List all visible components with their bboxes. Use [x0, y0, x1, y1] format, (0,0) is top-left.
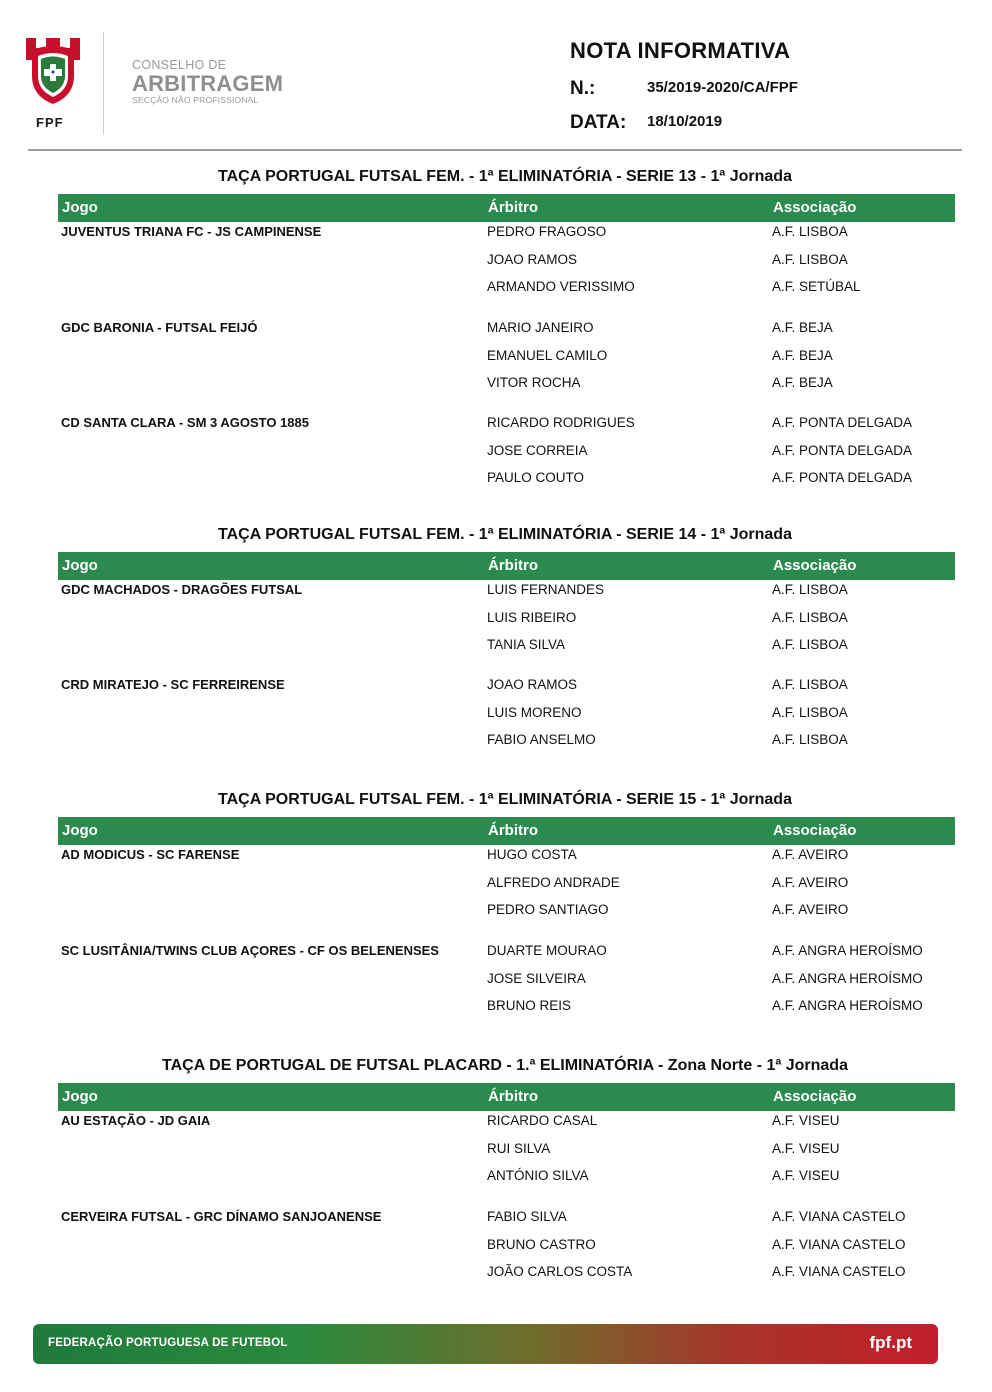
association-name: A.F. BEJA	[772, 348, 833, 363]
game-name: AD MODICUS - SC FARENSE	[61, 847, 240, 862]
header-rule	[28, 149, 962, 151]
association-name: A.F. LISBOA	[772, 732, 848, 747]
association-name: A.F. ANGRA HEROÍSMO	[772, 943, 923, 958]
referee-name: PAULO COUTO	[487, 470, 585, 485]
column-header-game: Jogo	[62, 199, 98, 216]
referee-name: LUIS FERNANDES	[487, 582, 605, 597]
association-name: A.F. LISBOA	[772, 610, 848, 625]
fpf-logo-text: FPF	[36, 115, 64, 130]
game-name: GDC MACHADOS - DRAGÕES FUTSAL	[61, 582, 303, 597]
game-name: CERVEIRA FUTSAL - GRC DÍNAMO SANJOANENSE	[61, 1209, 382, 1224]
column-header-association: Associação	[773, 557, 857, 574]
section-title: TAÇA PORTUGAL FUTSAL FEM. - 1ª ELIMINATÓRIA - SERIE 13 - 1ª Jornada	[218, 168, 792, 185]
association-name: A.F. SETÚBAL	[772, 279, 861, 294]
referee-name: ANTÓNIO SILVA	[487, 1168, 589, 1183]
game-name: JUVENTUS TRIANA FC - JS CAMPINENSE	[61, 224, 322, 239]
referee-name: TANIA SILVA	[487, 637, 566, 652]
referee-name: JOAO RAMOS	[487, 252, 578, 267]
game-name: AU ESTAÇÃO - JD GAIA	[61, 1113, 211, 1128]
referee-name: PEDRO SANTIAGO	[487, 902, 609, 917]
number-value: 35/2019-2020/CA/FPF	[647, 79, 798, 96]
table-header	[58, 817, 955, 845]
date-value: 18/10/2019	[647, 113, 723, 130]
association-name: A.F. ANGRA HEROÍSMO	[772, 971, 923, 986]
referee-name: RICARDO CASAL	[487, 1113, 598, 1128]
association-name: A.F. AVEIRO	[772, 902, 849, 917]
section-title: TAÇA PORTUGAL FUTSAL FEM. - 1ª ELIMINATÓRIA - SERIE 15 - 1ª Jornada	[218, 791, 792, 808]
referee-name: FABIO ANSELMO	[487, 732, 596, 747]
association-name: A.F. LISBOA	[772, 252, 848, 267]
referee-name: BRUNO REIS	[487, 998, 572, 1013]
game-name: GDC BARONIA - FUTSAL FEIJÓ	[61, 320, 258, 335]
association-name: A.F. AVEIRO	[772, 847, 849, 862]
council-line-2: ARBITRAGEM	[132, 71, 284, 96]
association-name: A.F. LISBOA	[772, 677, 848, 692]
column-header-referee: Árbitro	[488, 199, 538, 216]
date-label: DATA:	[570, 112, 627, 133]
number-label: N.:	[570, 78, 596, 99]
referee-name: JOSE CORREIA	[487, 443, 588, 458]
referee-name: RUI SILVA	[487, 1141, 551, 1156]
association-name: A.F. VIANA CASTELO	[772, 1209, 906, 1224]
association-name: A.F. VIANA CASTELO	[772, 1264, 906, 1279]
section-title: TAÇA DE PORTUGAL DE FUTSAL PLACARD - 1.ª ELIMINATÓRIA - Zona Norte - 1ª Jornada	[162, 1057, 848, 1074]
referee-name: DUARTE MOURAO	[487, 943, 607, 958]
section-title: TAÇA PORTUGAL FUTSAL FEM. - 1ª ELIMINATÓRIA - SERIE 14 - 1ª Jornada	[218, 526, 792, 543]
column-header-referee: Árbitro	[488, 822, 538, 839]
referee-name: JOÃO CARLOS COSTA	[487, 1264, 633, 1279]
document-title: NOTA INFORMATIVA	[570, 38, 791, 63]
association-name: A.F. VISEU	[772, 1141, 840, 1156]
fpf-logo	[26, 38, 80, 130]
game-name: CRD MIRATEJO - SC FERREIRENSE	[61, 677, 285, 692]
referee-name: PEDRO FRAGOSO	[487, 224, 607, 239]
association-name: A.F. LISBOA	[772, 637, 848, 652]
association-name: A.F. LISBOA	[772, 224, 848, 239]
table-header	[58, 194, 955, 222]
referee-name: HUGO COSTA	[487, 847, 577, 862]
game-name: CD SANTA CLARA - SM 3 AGOSTO 1885	[61, 415, 309, 430]
association-name: A.F. LISBOA	[772, 582, 848, 597]
association-name: A.F. PONTA DELGADA	[772, 443, 913, 458]
association-name: A.F. BEJA	[772, 320, 833, 335]
association-name: A.F. PONTA DELGADA	[772, 415, 913, 430]
footer-federation-name: FEDERAÇÃO PORTUGUESA DE FUTEBOL	[48, 1337, 288, 1349]
association-name: A.F. VIANA CASTELO	[772, 1237, 906, 1252]
referee-name: RICARDO RODRIGUES	[487, 415, 635, 430]
column-header-association: Associação	[773, 822, 857, 839]
column-header-association: Associação	[773, 1088, 857, 1105]
referee-name: MARIO JANEIRO	[487, 320, 594, 335]
referee-name: LUIS MORENO	[487, 705, 582, 720]
referee-name: JOAO RAMOS	[487, 677, 578, 692]
association-name: A.F. BEJA	[772, 375, 833, 390]
column-header-game: Jogo	[62, 822, 98, 839]
column-header-game: Jogo	[62, 1088, 98, 1105]
association-name: A.F. LISBOA	[772, 705, 848, 720]
association-name: A.F. VISEU	[772, 1113, 840, 1128]
referee-name: FABIO SILVA	[487, 1209, 567, 1224]
referee-name: JOSE SILVEIRA	[487, 971, 586, 986]
association-name: A.F. ANGRA HEROÍSMO	[772, 998, 923, 1013]
footer-banner	[33, 1324, 938, 1364]
column-header-association: Associação	[773, 199, 857, 216]
council-line-1: CONSELHO DE	[132, 58, 227, 72]
association-name: A.F. VISEU	[772, 1168, 840, 1183]
council-logo	[132, 58, 283, 105]
column-header-referee: Árbitro	[488, 1088, 538, 1105]
referee-name: ALFREDO ANDRADE	[487, 875, 620, 890]
game-name: SC LUSITÂNIA/TWINS CLUB AÇORES - CF OS BELENENSES	[61, 943, 439, 958]
column-header-referee: Árbitro	[488, 557, 538, 574]
referee-name: ARMANDO VERISSIMO	[487, 279, 635, 294]
header-divider	[103, 32, 104, 135]
footer-website-link[interactable]: fpf.pt	[869, 1333, 912, 1352]
referee-name: LUIS RIBEIRO	[487, 610, 577, 625]
table-header	[58, 552, 955, 580]
column-header-game: Jogo	[62, 557, 98, 574]
table-header	[58, 1083, 955, 1111]
council-line-3: SECÇÃO NÃO PROFISSIONAL	[132, 95, 259, 105]
referee-name: EMANUEL CAMILO	[487, 348, 608, 363]
fpf-crest-icon	[26, 38, 80, 106]
referee-name: VITOR ROCHA	[487, 375, 581, 390]
association-name: A.F. AVEIRO	[772, 875, 849, 890]
referee-name: BRUNO CASTRO	[487, 1237, 596, 1252]
association-name: A.F. PONTA DELGADA	[772, 470, 913, 485]
